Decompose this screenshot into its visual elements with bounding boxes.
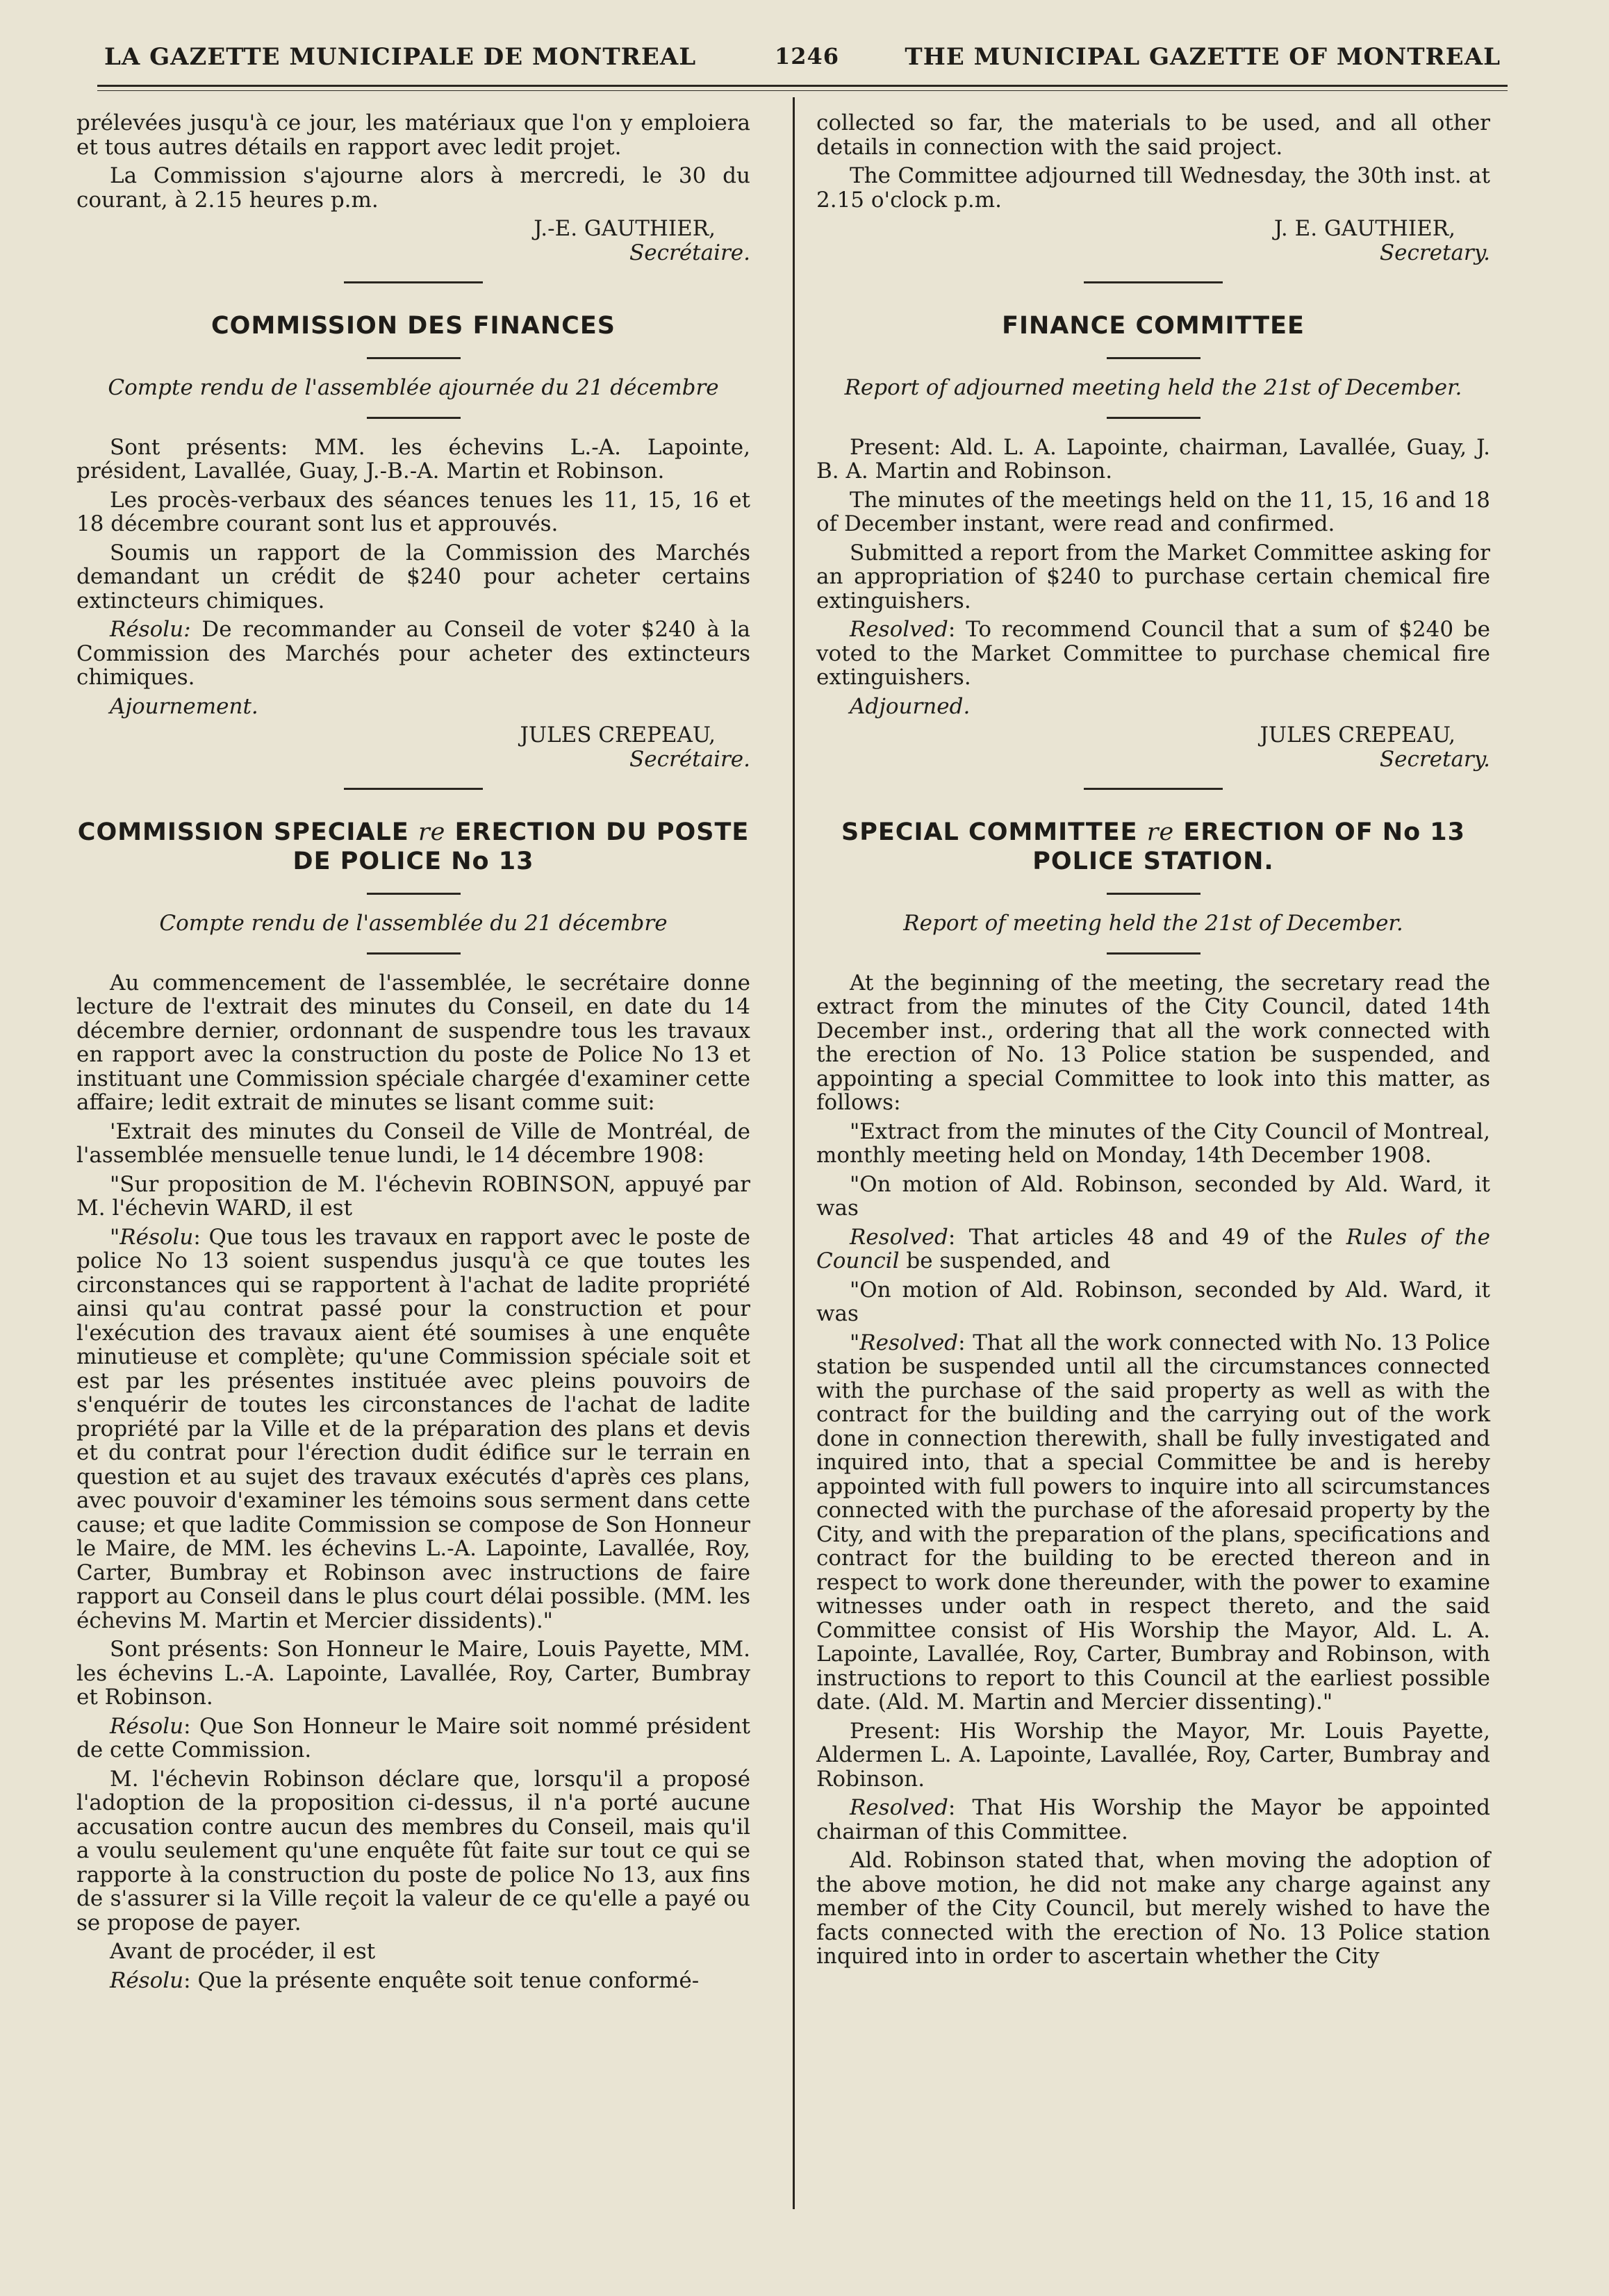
paragraph: Au commencement de l'assemblée, le secrétaire donne lecture de l'extrait des minutes du Conseil, en date du 14 décembre dernier, ordonnant de suspendre tous les travaux en rapport avec la construction du poste de Police No 13 et instituant une Commission spéciale chargée d'examiner cette affaire; ledit extrait de minutes se lisant comme suit: [76,970,750,1115]
resolution-label: Resolved [850,1795,948,1820]
resolution-text: : That all the work connected with No. 13 Police station be suspended until all the circumstances connected with the purchase of the said property as well as with the contract for the building and the carrying out of the work done in connection therewith, shall be fully investigated and inquired into, that a special Committee be and is hereby appointed with full powers to inquire into all scircumstances connected with the purchase of the aforesaid property by the City, and with the preparation of the plans, specifications and contract for the building to be erected thereon and in respect to work done thereunder, with the power to examine witnesses under oath in respect thereto, and the said Committee consist of His Worship the Mayor, Ald. L. A. Lapointe, Lavallée, Roy, Carter, Bumbray and Robinson, with instructions to report to this Council at the earliest possible date. (Ald. M. Martin and Mercier dissenting)." [816,1330,1490,1715]
resolution-label: Resolved [850,617,948,642]
paragraph: The minutes of the meetings held on the 11, 15, 16 and 18 of December instant, were read and confirmed. [816,487,1490,536]
signature-name: J.-E. GAUTHIER, [534,216,716,241]
resolution-text: : To recommend Council that a sum of $240 be voted to the Market Committee to purchase chemical fire extinguishers. [816,617,1490,690]
resolution-label: Résolu [110,1967,184,1993]
header-french-title: LA GAZETTE MUNICIPALE DE MONTREAL [104,43,697,71]
paragraph: "Extract from the minutes of the City Council of Montreal, monthly meeting held on Monday, 14th December 1908. [816,1118,1490,1168]
section-title-finances: COMMISSION DES FINANCES [211,312,616,340]
header-rule [97,85,1508,87]
paragraph: "Sur proposition de M. l'échevin ROBINSON, appuyé par M. l'échevin WARD, il est [76,1171,750,1221]
page-header [104,43,1501,85]
section-subtitle: Report of adjourned meeting held the 21st of December. [844,375,1462,400]
title-part: ERECTION OF No 13 POLICE STATION. [1032,818,1466,875]
paragraph [76,1969,750,1993]
section-subtitle: Compte rendu de l'assemblée du 21 décembre [159,911,668,936]
title-rule [1107,893,1200,895]
title-re: re [418,818,446,846]
paragraph [816,1225,1490,1273]
paragraph: The Committee adjourned till Wednesday, the 30th inst. at 2.15 o'clock p.m. [816,163,1490,213]
paragraph: Present: His Worship the Mayor, Mr. Louis Payette, Aldermen L. A. Lapointe, Lavallée, Roy, Carter, Bumbray and Robinson. [816,1718,1490,1792]
title-re: re [1146,818,1175,846]
title-rule [367,893,461,895]
section-title-special-commission [76,818,750,876]
paragraph [816,1796,1490,1844]
section-subtitle: Compte rendu de l'assemblée ajournée du 21 décembre [108,375,719,400]
resolution-text: : Que Son Honneur le Maire soit nommé président de cette Commission. [76,1713,750,1762]
paragraph: Avant de procéder, il est [110,1939,376,1964]
adjournment [76,695,750,719]
paragraph [816,1331,1490,1715]
title-part: SPECIAL COMMITTEE [841,818,1147,846]
paragraph: "On motion of Ald. Robinson, seconded by Ald. Ward, it was [816,1277,1490,1326]
signature-name: JULES CREPEAU, [1260,722,1455,748]
section-rule [344,788,483,790]
rules-reference: Rules of the Council [816,1224,1490,1273]
paragraph: prélevées jusqu'à ce jour, les matériaux que l'on y emploiera et tous autres détails en rapport avec ledit projet. [76,110,750,160]
paragraph: 'Extrait des minutes du Conseil de Ville de Montréal, de l'assemblée mensuelle tenue lundi, le 14 décembre 1908: [76,1118,750,1168]
section-title-special-committee [816,818,1490,876]
subtitle-rule [1107,952,1200,955]
signature-role: Secrétaire. [629,746,750,772]
signature-role: Secretary. [1379,746,1490,772]
adjournment [816,695,1490,719]
resolution-label: Resolved [850,1224,948,1250]
paragraph: Sont présents: Son Honneur le Maire, Louis Payette, MM. les échevins L.-A. Lapointe, Lavallée, Roy, Carter, Bumbray et Robinson. [76,1637,750,1710]
resolution-label: "Resolved [850,1330,959,1355]
header-english-title: THE MUNICIPAL GAZETTE OF MONTREAL [905,43,1501,71]
resolution-text: be suspended, and [899,1248,1111,1273]
subtitle-rule [367,417,461,419]
paragraph: Soumis un rapport de la Commission des Marchés demandant un crédit de $240 pour acheter certains extincteurs chimiques. [76,540,750,613]
paragraph: M. l'échevin Robinson déclare que, lorsqu'il a proposé l'adoption de la proposition ci-dessus, il n'a porté aucune accusation contre aucun des membres du Conseil, mais qu'il a voulu seulement qu'une enquête fût faite sur tout ce qui se rapporte à la construction du poste de police No 13, aux fins de s'assurer si la Ville reçoit la valeur de ce qu'elle a payé ou se propose de payer. [76,1766,750,1935]
paragraph: La Commission s'ajourne alors à mercredi, le 30 du courant, à 2.15 heures p.m. [76,163,750,213]
paragraph: Ald. Robinson stated that, when moving the adoption of the above motion, he did not make any charge against any member of the City Council, but merely wished to have the facts connected with the erection of No. 13 Police station inquired into in order to ascertain whether the City [816,1848,1490,1969]
french-column [76,111,750,1997]
paragraph [76,1225,750,1633]
section-rule [344,281,483,283]
page-number: 1246 [775,43,840,69]
resolution-text: De recommander au Conseil de voter $240 à la Commission des Marchés pour acheter des extincteurs chimiques. [76,617,750,690]
subtitle-rule [1107,417,1200,419]
english-column [816,111,1490,1974]
paragraph: Submitted a report from the Market Committee asking for an appropriation of $240 to purchase certain chemical fire extinguishers. [816,540,1490,613]
resolution-text: : Que tous les travaux en rapport avec le poste de police No 13 soient suspendus jusqu'à ce que toutes les circonstances qui se rapportent à l'achat de ladite propriété ainsi qu'au contrat passé pour la construction et pour l'exécution des travaux aient été soumises à une enquête minutieuse et complète; qu'une Commission spéciale soit et est par les présentes instituée avec pleins pouvoirs de s'enquérir de toutes les circonstances de l'achat de ladite propriété par la Ville et de la préparation des plans et devis et du contrat pour l'érection dudit édifice sur le terrain en question et au sujet des travaux exécutés d'après ces plans, avec pouvoir d'examiner les témoins sous serment dans cette cause; et que ladite Commission se compose de Son Honneur le Maire, de MM. les échevins L.-A. Lapointe, Lavallée, Roy, Carter, Bumbray et Robinson avec instructions de faire rapport au Conseil dans le plus court délai possible. (MM. les échevins M. Martin et Mercier dissidents)." [76,1224,750,1633]
paragraph: Sont présents: MM. les échevins L.-A. Lapointe, président, Lavallée, Guay, J.-B.-A. Martin et Robinson. [76,434,750,484]
paragraph: Present: Ald. L. A. Lapointe, chairman, Lavallée, Guay, J. B. A. Martin and Robinson. [816,434,1490,484]
paragraph: "On motion of Ald. Robinson, seconded by Ald. Ward, it was [816,1171,1490,1221]
signature-role: Secretary. [1379,240,1490,265]
resolution-label: Résolu: [110,617,191,642]
header-rule-thin [97,90,1508,91]
paragraph: Les procès-verbaux des séances tenues les 11, 15, 16 et 18 décembre courant sont lus et approuvés. [76,487,750,536]
resolution-text: : That His Worship the Mayor be appointed chairman of this Committee. [816,1795,1490,1844]
adjournment-text: Ajournement. [110,693,258,719]
paragraph: At the beginning of the meeting, the secretary read the extract from the minutes of the City Council, dated 14th December inst., ordering that all the work connected with the erection of No. 13 Police station be suspended, and appointing a special Committee to look into this matter, as follows: [816,970,1490,1115]
resolution-label: Résolu [110,1713,184,1739]
title-rule [367,357,461,359]
paragraph [76,618,750,690]
resolution-text: : That articles 48 and 49 of the [948,1224,1346,1250]
title-rule [1107,357,1200,359]
section-rule [1084,281,1223,283]
resolution-text: : Que la présente enquête soit tenue conformé- [183,1967,700,1993]
signature-role: Secrétaire. [629,240,750,265]
paragraph: collected so far, the materials to be used, and all other details in connection with the said project. [816,110,1490,160]
paragraph [76,1715,750,1762]
title-part: COMMISSION SPECIALE [77,818,418,846]
signature-name: J. E. GAUTHIER, [1273,216,1455,241]
section-rule [1084,788,1223,790]
paragraph [816,618,1490,690]
section-subtitle: Report of meeting held the 21st of December. [903,911,1403,936]
subtitle-rule [367,952,461,955]
title-part: ERECTION DU POSTE DE POLICE No 13 [292,818,750,875]
column-divider [793,97,795,2209]
resolution-label: "Résolu [110,1224,194,1250]
signature-name: JULES CREPEAU, [520,722,716,748]
adjournment-text: Adjourned. [850,693,971,719]
section-title-finance: FINANCE COMMITTEE [1002,312,1305,340]
